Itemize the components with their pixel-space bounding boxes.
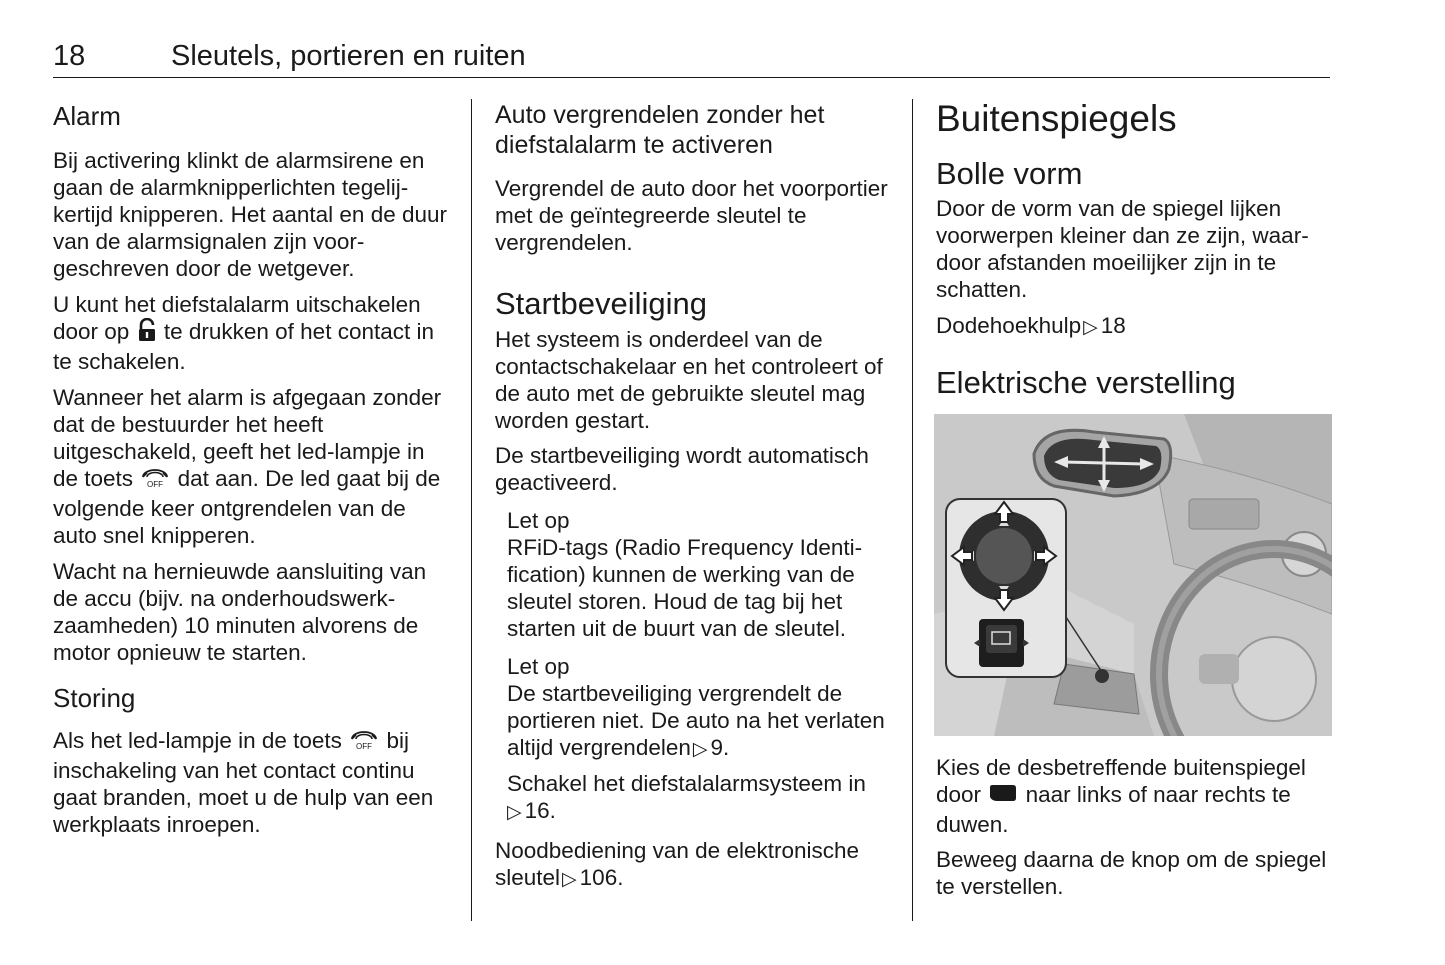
column-divider: [912, 99, 913, 921]
page-ref-arrow-icon: ▷: [692, 739, 708, 760]
alarm-off-icon: [348, 727, 380, 757]
note-title: Let op: [507, 508, 570, 533]
page-ref[interactable]: 16.: [524, 798, 556, 823]
blind-spot-paragraph: Dodehoekhulp ▷ 18: [936, 313, 1126, 338]
alarm-led-paragraph: Wanneer het alarm is afgegaan zonder dat de bestuurder het heeft uitgeschakeld, geeft het led-lampje in de toets OFF dat aan. De led gaat bij de volgende keer ontgrendelen van de auto snel knipperen.: [53, 385, 442, 548]
bolle-vorm-heading: Bolle vorm: [936, 156, 1083, 191]
elektrische-verstelling-heading: Elektrische verstelling: [936, 365, 1236, 400]
column-alarm: [53, 98, 453, 838]
svg-text:OFF: OFF: [356, 742, 373, 751]
page-header: [53, 38, 1330, 78]
note-text: Schakel het diefstalalarmsysteem in ▷ 16.: [507, 771, 866, 823]
page-ref-arrow-icon: ▷: [562, 869, 577, 890]
page-number: 18: [53, 40, 86, 72]
lock-paragraph: Vergrendel de auto door het voorportier met de geïntegreerde sleutel te vergrendelen.: [495, 176, 888, 255]
mirror-selector-icon: [987, 783, 1019, 811]
alarm-disable-paragraph: U kunt het diefstalalarm uitschakelen door op te drukken of het contact in te schakelen.: [53, 292, 435, 374]
buitenspiegels-heading: Buitenspiegels: [936, 98, 1177, 139]
column-startbeveiliging: [495, 98, 895, 891]
auto-activated-paragraph: De startbeveiliging wordt automatisch geactiveerd.: [495, 443, 869, 495]
alarm-heading: Alarm: [53, 101, 121, 131]
note-immobiliser: [507, 653, 895, 824]
page-ref-arrow-icon: ▷: [1083, 317, 1098, 338]
alarm-paragraph: Bij activering klinkt de alarmsirene en gaan de alarmknipperlichten tegelijkertijd knipperen. Het aantal en de duur van de alarmsignalen zijn voorgeschreven door de wetgever.: [53, 148, 448, 281]
svg-text:OFF: OFF: [147, 480, 164, 489]
storing-heading: Storing: [53, 683, 136, 713]
battery-paragraph: Wacht na hernieuwde aansluiting van de accu (bijv. na onderhoudswerkzaamheden) 10 minuten alvorens de motor opnieuw te starten.: [53, 559, 427, 665]
chapter-title: Sleutels, portieren en ruiten: [171, 40, 526, 72]
page-ref[interactable]: 106.: [579, 865, 624, 890]
lock-without-alarm-heading: Auto vergrendelen zonder het diefstalalarm te activeren: [495, 101, 825, 159]
page-ref-arrow-icon: ▷: [507, 802, 522, 823]
note-title: Let op: [507, 654, 570, 679]
select-mirror-paragraph: Kies de desbetreffende buitenspiegel door naar links of naar rechts te duwen.: [936, 755, 1306, 837]
startbeveiliging-heading: Startbeveiliging: [495, 286, 707, 321]
padlock-icon: [136, 318, 158, 348]
system-paragraph: Het systeem is onderdeel van de contactschakelaar en het controleert of de auto met de gebruikte sleutel mag worden gestart.: [495, 327, 883, 433]
convex-paragraph: Door de vorm van de spiegel lijken voorwerpen kleiner dan ze zijn, waardoor afstanden moeilijker zijn in te schatten.: [936, 196, 1309, 302]
page-ref[interactable]: 9.: [710, 735, 730, 760]
column-divider: [471, 99, 472, 921]
page-ref[interactable]: 18: [1100, 313, 1126, 338]
note-text: RFiD-tags (Radio Frequency Identification) kunnen de werking van de sleutel storen. Houd de tag bij het starten uit de buurt van de sleutel.: [507, 535, 863, 641]
note-text: De startbeveiliging vergrendelt de portieren niet. De auto na het verlaten altijd vergrendelen ▷ 9.: [507, 681, 885, 760]
note-rfid: [507, 507, 895, 642]
storing-paragraph: Als het led-lampje in de toets OFF bij inschakeling van het contact continu gaat branden, moet u de hulp van een werkplaats inroepen.: [53, 728, 434, 837]
mirror-adjust-illustration: [934, 414, 1332, 736]
emergency-paragraph: Noodbediening van de elektronische sleutel ▷ 106.: [495, 838, 860, 890]
alarm-off-icon: [139, 465, 171, 495]
column-buitenspiegels: [936, 98, 1336, 900]
adjust-paragraph: Beweeg daarna de knop om de spiegel te verstellen.: [936, 847, 1327, 899]
